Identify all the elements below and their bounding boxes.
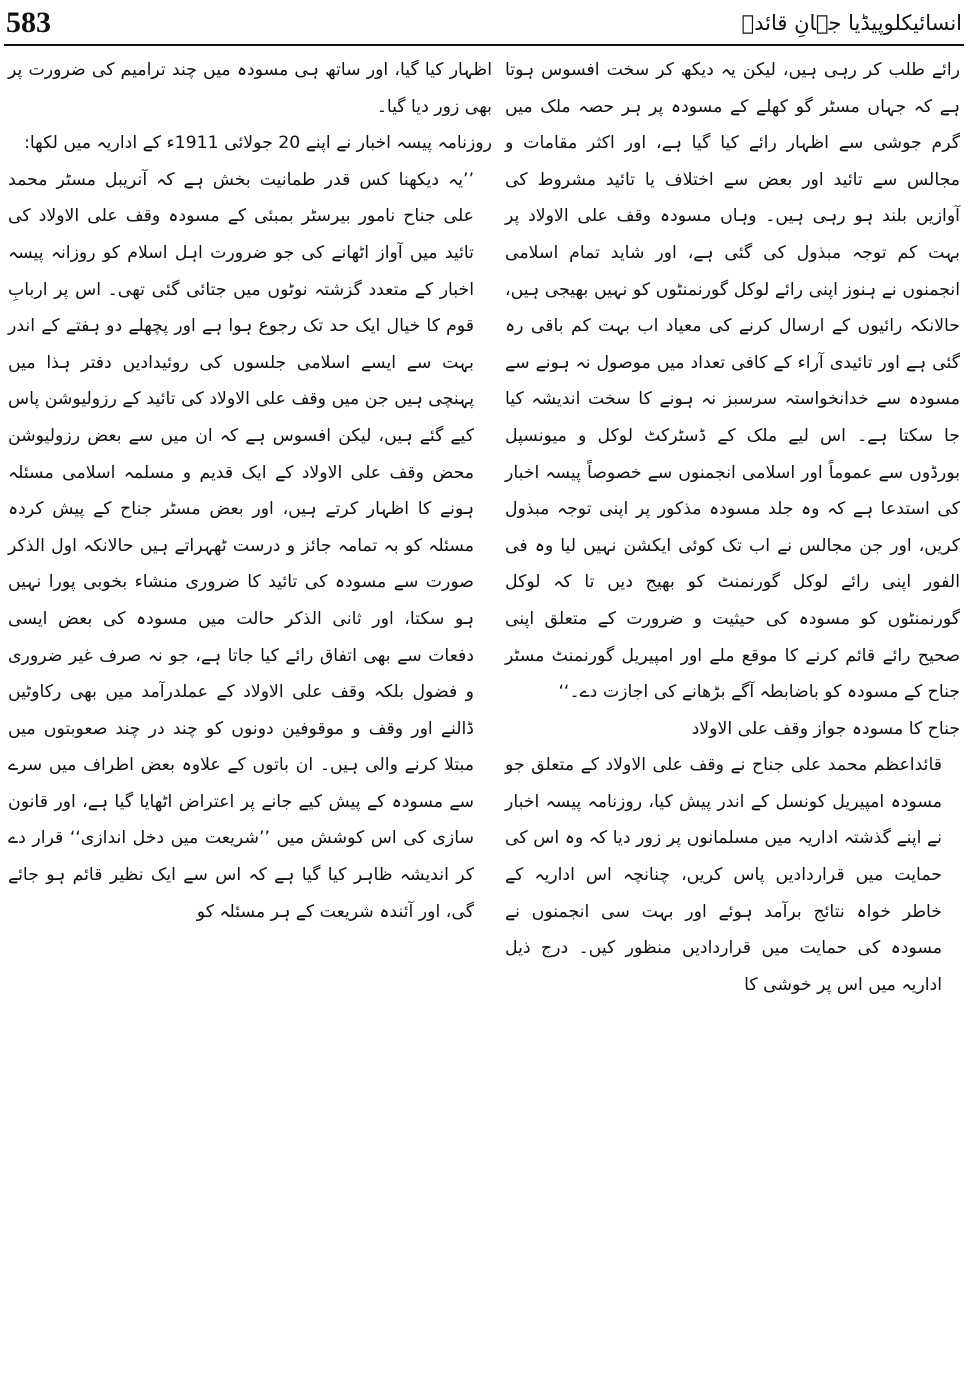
page-number: 583	[6, 6, 51, 39]
right-column-paragraph: رائے طلب کر رہی ہیں، لیکن یہ دیکھ کر سخت افسوس ہوتا ہے کہ جہاں مسٹر گو کھلے کے مسودہ پر ہر حصہ ملک میں گرم جوشی سے اظہار رائے کیا گیا ہے، اور اکثر مقامات و مجالس سے تائید اور بعض سے اختلاف یا تائید مشروط کی آوازیں بلند ہو رہی ہیں۔ وہاں مسودہ وقف علی الاولاد پر بہت کم توجہ مبذول کی گئی ہے، اور شاید تمام اسلامی انجمنوں نے ہنوز اپنی رائے لوکل گورنمنٹوں کو نہیں بھیجی ہیں، حالانکہ رائیوں کے ارسال کرنے کی معیاد اب بہت کم باقی رہ گئی ہے اور تائیدی آراء کے کافی تعداد میں موصول نہ ہونے سے مسودہ سے خدانخواستہ سرسبز نہ ہونے کا سخت اندیشہ کیا جا سکتا ہے۔ اس لیے ملک کے ڈسٹرکٹ لوکل و میونسپل بورڈوں سے عموماً اور اسلامی انجمنوں سے خصوصاً پیسہ اخبار کی استدعا ہے کہ وہ جلد مسودہ مذکور پر اپنی توجہ مبذول کریں، اور جن مجالس نے اب تک کوئی ایکشن نہیں لیا وہ فی الفور اپنی رائے لوکل گورنمنٹ کو بھیج دیں تا کہ لوکل گورنمنٹوں کو مسودہ کی حیثیت و ضرورت کے متعلق اپنی صحیح رائے قائم کرنے کا موقع ملے اور امپیریل گورنمنٹ مسٹر جناح کے مسودہ کو باضابطہ آگے بڑھانے کی اجازت دے۔‘‘	[505, 60, 960, 703]
left-column-paragraph: روزنامہ پیسہ اخبار نے اپنے 20 جولائی 1911ء کے اداریہ میں لکھا:	[24, 133, 492, 154]
left-column	[8, 52, 492, 930]
left-column-paragraph: اظہار کیا گیا، اور ساتھ ہی مسودہ میں چند ترامیم کی ضرورت پر بھی زور دیا گیا۔	[8, 60, 492, 117]
editorial-quote: ’’یہ دیکھنا کس قدر طمانیت بخش ہے کہ آنریبل مسٹر محمد علی جناح نامور بیرسٹر بمبئی کے مسودہ وقف علی الاولاد کی تائید میں آواز اٹھانے کی جو ضرورت اہل اسلام کو روزانہ پیسہ اخبار کے متعدد گزشتہ نوٹوں میں جتائی گئی تھی۔ اس پر اربابِ قوم کا خیال ایک حد تک رجوع ہوا ہے اور پچھلے دو ہفتے کے اندر بہت سے ایسے اسلامی جلسوں کی روئیدادیں دفتر ہذا میں پہنچی ہیں جن میں وقف علی الاولاد کی تائید کے رزولیوشن پاس کیے گئے ہیں، لیکن افسوس ہے کہ ان میں سے بعض رزولیوشن محض وقف علی الاولاد کے ایک قدیم و مسلمہ اسلامی مسئلہ ہونے کا اظہار کرتے ہیں، اور بعض مسٹر جناح کے پیش کردہ مسئلہ کو بہ تمامہ جائز و درست ٹھہراتے ہیں حالانکہ اول الذکر صورت سے مسودہ کی تائید کا ضروری منشاء بخوبی پورا نہیں ہو سکتا، اور ثانی الذکر حالت میں مسودہ کی بعض ایسی دفعات سے بھی اتفاق رائے کیا جاتا ہے، جو نہ صرف غیر ضروری و فضول بلکہ وقف علی الاولاد کے عملدرآمد میں بھی رکاوٹیں ڈالنے اور وقف و موقوفین دونوں کو چند در چند صعوبتوں میں مبتلا کرنے والی ہیں۔ ان باتوں کے علاوہ بعض اطراف میں سرے سے مسودہ کے پیش کیے جانے پر اعتراض اٹھایا گیا ہے، اور قانون سازی کی اس کوشش میں ’’شریعت میں دخل اندازی‘‘ قرار دے کر اندیشہ ظاہر کیا گیا ہے کہ اس سے ایک نظیر قائم ہو جائے گی، اور آئندہ شریعت کے ہر مسئلہ کو	[8, 169, 474, 922]
header-rule	[4, 44, 964, 46]
right-column	[505, 52, 960, 1003]
running-title: انسائیکلوپیڈیا جہانِ قائدؒ	[741, 11, 962, 35]
section-paragraph: قائداعظم محمد علی جناح نے وقف علی الاولاد کے متعلق جو مسودہ امپیریل کونسل کے اندر پیش کیا، روزنامہ پیسہ اخبار نے اپنے گذشتہ اداریہ میں مسلمانوں پر زور دیا کہ وہ اس کی حمایت میں قراردادیں پاس کریں، چنانچہ اس اداریہ کے خاطر خواہ نتائج برآمد ہوئے اور بہت سی انجمنوں نے مسودہ کی حمایت میں قراردادیں منظور کیں۔ درج ذیل اداریہ میں اس پر خوشی کا	[505, 755, 942, 995]
section-heading: جناح کا مسودہ جواز وقف علی الاولاد	[691, 718, 960, 739]
